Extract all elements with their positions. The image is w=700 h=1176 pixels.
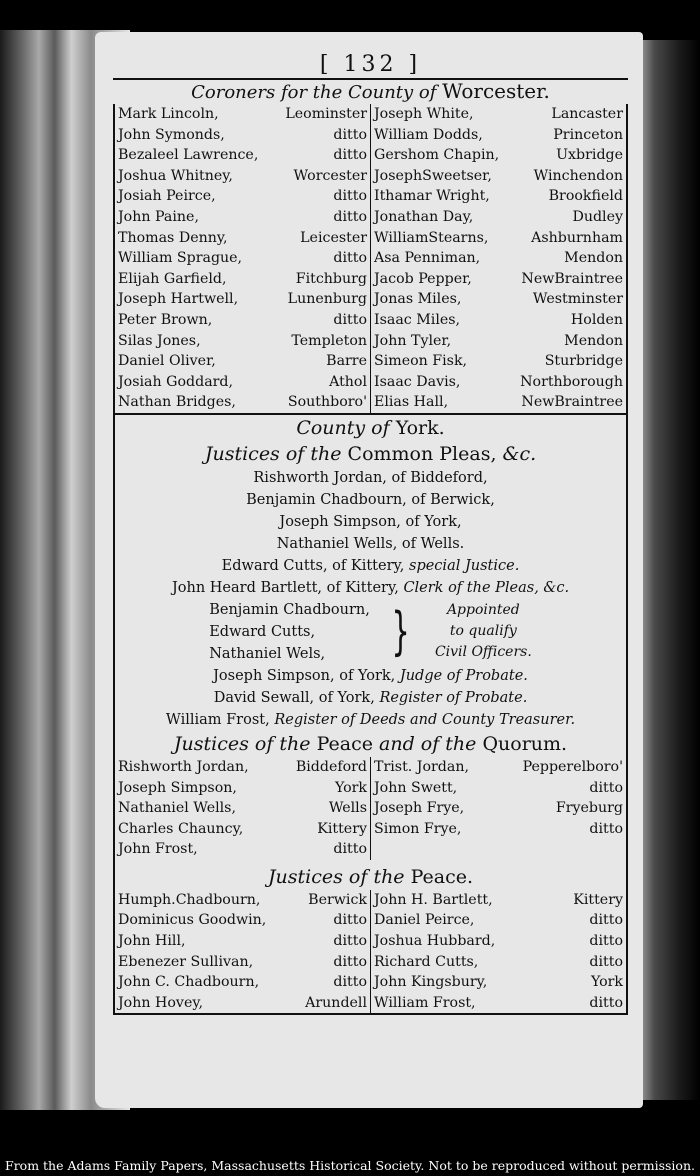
list-item xyxy=(371,289,626,310)
list-item xyxy=(371,125,626,146)
bottom-rule xyxy=(113,1013,628,1015)
place-name: ditto xyxy=(333,933,367,950)
person-name: JosephSweetser, xyxy=(374,167,492,184)
place-name: Sturbridge xyxy=(544,353,623,370)
place-name: ditto xyxy=(589,953,623,970)
place-name: ditto xyxy=(333,974,367,991)
list-item xyxy=(115,993,370,1014)
place-name: ditto xyxy=(589,994,623,1011)
person-name: Gershom Chapin, xyxy=(374,147,500,164)
place-name: Barre xyxy=(326,353,367,370)
place-name: Leominster xyxy=(285,106,367,122)
person-name: Joshua Hubbard, xyxy=(374,933,496,950)
appointed-note-line: to qualify xyxy=(449,623,517,640)
list-item xyxy=(371,104,626,125)
quorum-heading xyxy=(115,731,626,757)
person-name: William Dodds, xyxy=(374,126,483,143)
list-item xyxy=(371,890,626,911)
person-name: John H. Bartlett, xyxy=(374,891,493,908)
person-name: Joseph Simpson, xyxy=(118,779,237,796)
person-name: Asa Penniman, xyxy=(374,250,481,267)
place-name: Mendon xyxy=(564,250,623,267)
person-name: Rishworth Jordan, xyxy=(118,758,249,775)
appointed-note-line: Civil Officers. xyxy=(434,644,532,661)
person-name: Ebenezer Sullivan, xyxy=(118,953,254,970)
person-name: Joseph Frye, xyxy=(374,800,465,817)
common-pleas-justice: Benjamin Chadbourn, of Berwick, xyxy=(246,491,495,508)
list-item xyxy=(115,757,370,778)
judge-probate-name: Joseph Simpson, of York, xyxy=(213,667,396,684)
curly-brace-glyph: } xyxy=(391,601,410,662)
common-pleas-justice: Joseph Simpson, of York, xyxy=(279,513,462,530)
person-name: John Symonds, xyxy=(118,126,225,143)
person-name: Elijah Garfield, xyxy=(118,270,227,287)
list-item xyxy=(371,145,626,166)
york-county-italic: County of xyxy=(296,416,390,439)
list-item xyxy=(371,972,626,993)
place-name: ditto xyxy=(333,311,367,328)
list-item xyxy=(115,331,370,352)
place-name: Berwick xyxy=(308,891,367,908)
place-name: Athol xyxy=(329,373,367,390)
list-item xyxy=(115,125,370,146)
place-name: York xyxy=(590,974,623,991)
person-name: Isaac Davis, xyxy=(374,373,461,390)
place-name: Northborough xyxy=(520,373,623,390)
list-item xyxy=(371,931,626,952)
person-name: Peter Brown, xyxy=(118,311,213,328)
list-item xyxy=(115,248,370,269)
place-name: ditto xyxy=(333,953,367,970)
list-item xyxy=(371,798,626,819)
register-deeds-name: William Frost, xyxy=(165,711,270,728)
quorum-table xyxy=(115,757,626,860)
person-name: Daniel Peirce, xyxy=(374,912,475,929)
list-item xyxy=(115,207,370,228)
common-pleas-justice: Rishworth Jordan, of Biddeford, xyxy=(253,469,488,486)
place-name: ditto xyxy=(333,126,367,143)
person-name: Jonathan Day, xyxy=(374,208,474,225)
quorum-heading-italic-2: and of the xyxy=(379,732,477,755)
list-item xyxy=(371,778,626,799)
place-name: Lunenburg xyxy=(287,291,367,308)
place-name: ditto xyxy=(333,841,367,858)
person-name: Nathaniel Wells, xyxy=(118,800,236,817)
common-pleas-heading xyxy=(115,441,626,467)
person-name: Joshua Whitney, xyxy=(118,167,233,184)
page-content xyxy=(113,52,628,1015)
york-county-heading xyxy=(115,415,626,441)
coroners-table xyxy=(113,104,628,413)
list-item xyxy=(371,392,626,413)
copyright-footer: From the Adams Family Papers, Massachusetts Historical Society. Not to be reproduced without permission. xyxy=(5,1158,695,1173)
place-name: NewBraintree xyxy=(521,270,623,287)
place-name: ditto xyxy=(333,147,367,164)
coroners-right-column xyxy=(371,104,626,413)
peace-left-column xyxy=(115,890,371,1014)
place-name: Templeton xyxy=(291,332,367,349)
list-item xyxy=(115,798,370,819)
list-item xyxy=(115,289,370,310)
peace-table xyxy=(115,890,626,1014)
person-name: Humph.Chadbourn, xyxy=(118,891,261,908)
list-item xyxy=(115,952,370,973)
place-name: ditto xyxy=(589,912,623,929)
place-name: Kittery xyxy=(573,891,623,908)
person-name: John Hill, xyxy=(118,933,186,950)
place-name: Wells xyxy=(328,800,367,817)
place-name: Kittery xyxy=(317,820,367,837)
peace-heading-italic: Justices of the xyxy=(267,865,405,888)
person-name: WilliamStearns, xyxy=(374,229,489,246)
person-name: Jonas Miles, xyxy=(374,291,462,308)
place-name: Holden xyxy=(570,311,623,328)
list-item xyxy=(371,351,626,372)
place-name: ditto xyxy=(589,820,623,837)
quorum-heading-peace: Peace xyxy=(316,732,373,755)
peace-right-column xyxy=(371,890,626,1014)
special-justice-role: special Justice. xyxy=(409,557,520,574)
judge-probate-role: Judge of Probate. xyxy=(399,667,528,684)
place-name: Westminster xyxy=(532,291,623,308)
list-item xyxy=(371,757,626,778)
list-item xyxy=(371,839,626,860)
person-name: Nathan Bridges, xyxy=(118,394,236,411)
person-name: John Frost, xyxy=(118,841,198,858)
place-name: Brookfield xyxy=(548,188,623,205)
person-name: Josiah Peirce, xyxy=(118,188,216,205)
list-item xyxy=(115,166,370,187)
person-name: John C. Chadbourn, xyxy=(118,974,260,991)
person-name: Josiah Goddard, xyxy=(118,373,234,390)
place-name: Uxbridge xyxy=(556,147,623,164)
common-pleas-etc: &c. xyxy=(502,442,537,465)
person-name: Simeon Fisk, xyxy=(374,353,468,370)
person-name: Silas Jones, xyxy=(118,332,201,349)
list-item xyxy=(115,310,370,331)
place-name: Dudley xyxy=(572,208,623,225)
person-name: Daniel Oliver, xyxy=(118,353,216,370)
person-name: Trist. Jordan, xyxy=(374,758,469,775)
common-pleas-justice: Nathaniel Wells, of Wells. xyxy=(276,535,465,552)
person-name: Joseph White, xyxy=(374,106,474,122)
common-pleas-italic: Justices of the xyxy=(204,442,342,465)
list-item xyxy=(371,910,626,931)
place-name: Ashburnham xyxy=(531,229,623,246)
person-name: William Sprague, xyxy=(118,250,243,267)
register-probate-line xyxy=(115,687,626,709)
almanac-page xyxy=(95,32,643,1108)
appointed-name: Nathaniel Wels, xyxy=(209,645,326,662)
appointed-names xyxy=(209,599,370,665)
list-item xyxy=(115,269,370,290)
list-item xyxy=(115,819,370,840)
york-county-name: York. xyxy=(395,416,445,439)
list-item xyxy=(115,890,370,911)
person-name: Isaac Miles, xyxy=(374,311,461,328)
list-item xyxy=(115,931,370,952)
person-name: Ithamar Wright, xyxy=(374,188,490,205)
list-item xyxy=(371,819,626,840)
place-name: Biddeford xyxy=(295,758,367,775)
coroners-left-column xyxy=(115,104,371,413)
page-number: [ 132 ] xyxy=(319,52,422,77)
list-item xyxy=(371,310,626,331)
list-item xyxy=(115,228,370,249)
list-item xyxy=(115,145,370,166)
list-item xyxy=(115,839,370,860)
person-name: Simon Frye, xyxy=(374,820,462,837)
place-name: Worcester xyxy=(293,167,367,184)
list-item xyxy=(371,269,626,290)
person-name: Charles Chauncy, xyxy=(118,820,244,837)
list-item xyxy=(371,331,626,352)
person-name: Mark Lincoln, xyxy=(118,106,219,122)
person-name: John Hovey, xyxy=(118,994,203,1011)
quorum-heading-italic: Justices of the xyxy=(173,732,311,755)
coroners-heading xyxy=(113,80,628,104)
place-name: ditto xyxy=(333,250,367,267)
clerk-name: John Heard Bartlett, of Kittery, xyxy=(171,579,399,596)
peace-heading-roman: Peace. xyxy=(410,865,474,888)
place-name: ditto xyxy=(333,208,367,225)
place-name: Fitchburg xyxy=(295,270,367,287)
coroners-heading-county: Worcester. xyxy=(442,79,550,103)
person-name: Joseph Hartwell, xyxy=(118,291,239,308)
list-item xyxy=(371,248,626,269)
place-name: ditto xyxy=(333,912,367,929)
place-name: ditto xyxy=(333,188,367,205)
appointed-officers-group xyxy=(115,599,626,665)
clerk-line xyxy=(115,577,626,599)
list-item xyxy=(115,186,370,207)
common-pleas-roman: Common Pleas, xyxy=(347,442,497,465)
person-name: Elias Hall, xyxy=(374,394,449,411)
list-item xyxy=(115,778,370,799)
register-deeds-line xyxy=(115,709,626,731)
list-item xyxy=(371,952,626,973)
list-item xyxy=(115,372,370,393)
place-name: ditto xyxy=(589,779,623,796)
place-name: Lancaster xyxy=(551,106,623,122)
register-deeds-role: Register of Deeds and County Treasurer. xyxy=(274,711,576,728)
person-name: Richard Cutts, xyxy=(374,953,479,970)
list-item xyxy=(115,392,370,413)
person-name: John Paine, xyxy=(118,208,199,225)
place-name: Princeton xyxy=(553,126,623,143)
list-item xyxy=(115,351,370,372)
person-name: John Tyler, xyxy=(374,332,452,349)
coroners-heading-italic: Coroners for the County of xyxy=(191,82,437,103)
person-name: Jacob Pepper, xyxy=(374,270,472,287)
register-probate-role: Register of Probate. xyxy=(379,689,528,706)
place-name: NewBraintree xyxy=(521,394,623,411)
appointed-name: Edward Cutts, xyxy=(209,623,316,640)
appointed-note-line: Appointed xyxy=(446,602,520,619)
list-item xyxy=(115,972,370,993)
clerk-role: Clerk of the Pleas, &c. xyxy=(403,579,570,596)
place-name: ditto xyxy=(589,933,623,950)
quorum-right-column xyxy=(371,757,626,860)
person-name: Thomas Denny, xyxy=(118,229,228,246)
list-item xyxy=(371,166,626,187)
judge-probate-line xyxy=(115,665,626,687)
quorum-heading-quorum: Quorum. xyxy=(482,732,568,755)
list-item xyxy=(115,910,370,931)
list-item xyxy=(371,372,626,393)
place-name: Leicester xyxy=(300,229,367,246)
list-item xyxy=(371,993,626,1014)
special-justice-line xyxy=(115,555,626,577)
place-name: Winchendon xyxy=(533,167,623,184)
person-name: Dominicus Goodwin, xyxy=(118,912,267,929)
list-item xyxy=(115,104,370,125)
appointed-name: Benjamin Chadbourn, xyxy=(209,601,370,618)
appointed-note xyxy=(435,600,532,663)
place-name: Fryeburg xyxy=(555,800,623,817)
york-section xyxy=(113,415,628,1014)
list-item xyxy=(371,228,626,249)
place-name: Arundell xyxy=(305,994,367,1011)
person-name: Bezaleel Lawrence, xyxy=(118,147,259,164)
place-name: Pepperelboro' xyxy=(522,758,623,775)
special-justice-name: Edward Cutts, of Kittery, xyxy=(221,557,405,574)
person-name: William Frost, xyxy=(374,994,476,1011)
register-probate-name: David Sewall, of York, xyxy=(213,689,375,706)
peace-heading xyxy=(115,864,626,890)
person-name: John Kingsbury, xyxy=(374,974,488,991)
person-name: John Swett, xyxy=(374,779,458,796)
list-item xyxy=(371,186,626,207)
place-name: York xyxy=(334,779,367,796)
place-name: Mendon xyxy=(564,332,623,349)
place-name: Southboro' xyxy=(287,394,367,411)
list-item xyxy=(371,207,626,228)
quorum-left-column xyxy=(115,757,371,860)
